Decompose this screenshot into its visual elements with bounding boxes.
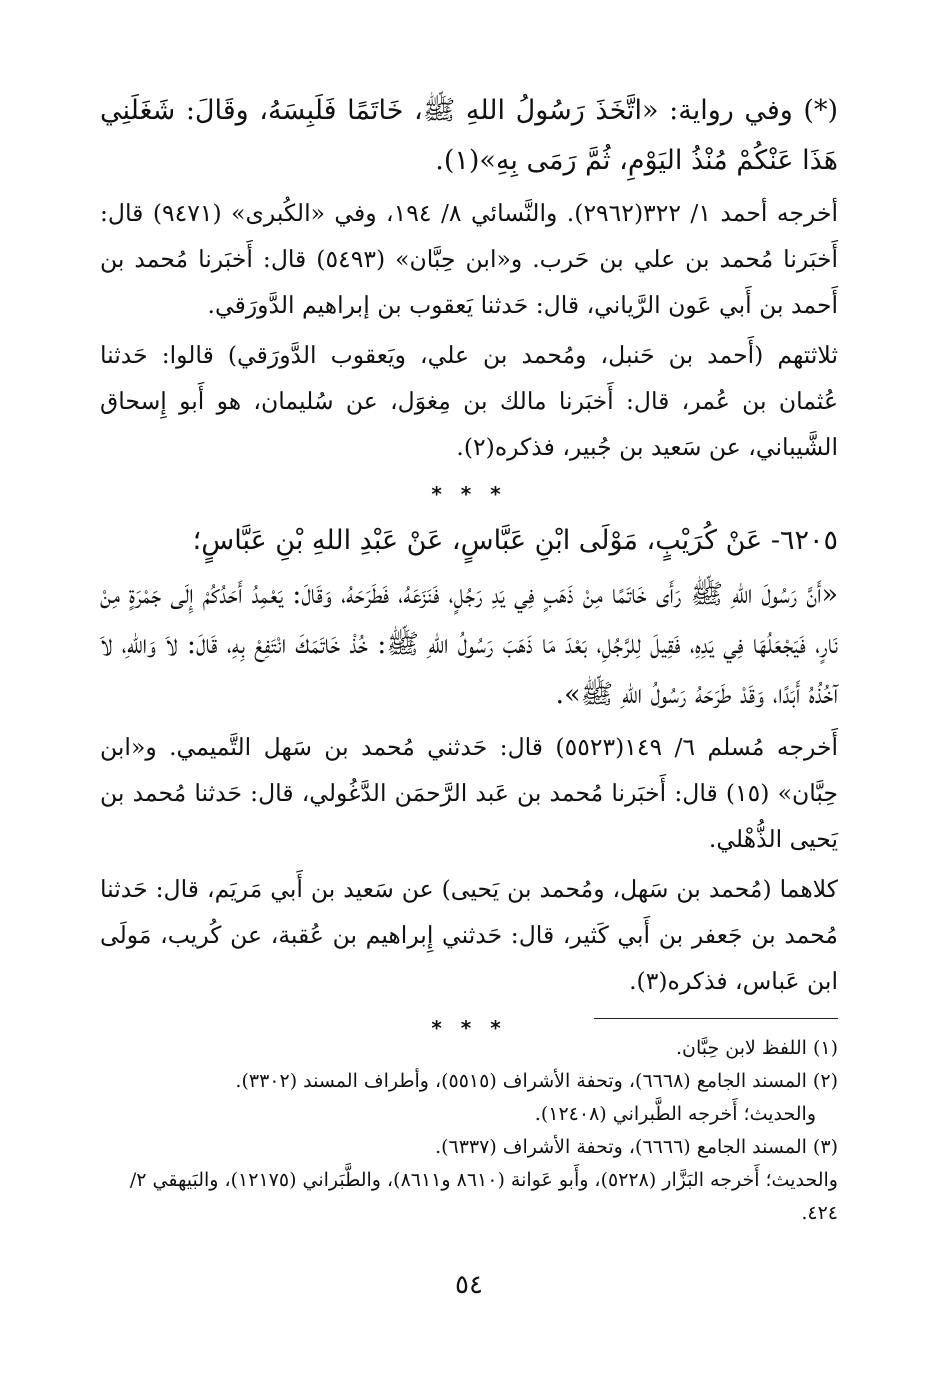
page-number: ٥٤ bbox=[455, 1270, 483, 1300]
footnotes bbox=[100, 1032, 838, 1230]
takhrij-paragraph-2: أَخرجه مُسلم ٦/ ١٤٩(٥٥٢٣) قال: حَدثني مُحمد بن سَهل التَّميمي. و«ابن حِبَّان» (١٥) قال: أَخبَرنا مُحمد بن عَبد الرَّحمَن الدَّغُولي، قال: حَدثنا مُحمد بن يَحيى الذُّهْلي. bbox=[100, 733, 839, 853]
footnote-divider bbox=[594, 1018, 838, 1019]
section-separator-1: * * * bbox=[431, 482, 507, 506]
footnote-3-continuation: والحديث؛ أَخرجه البَزَّار (٥٢٢٨)، وأَبو عَوانة (٨٦١٠ و٨٦١١)، والطَّبَراني (١٢١٧٥)، والبَيهقي ٢/ ٤٢٤. bbox=[129, 1169, 838, 1224]
isnad-paragraph-1: ثلاثتهم (أَحمد بن حَنبل، ومُحمد بن علي، ويَعقوب الدَّورَقي) قالوا: حَدثنا عُثمان بن عُمر، قال: أَخبَرنا مالك بن مِغوَل، عن سُليمان، هو أَبو إِسحاق الشَّيباني، عن سَعيد بن جُبير، فذكره(٢). bbox=[100, 341, 838, 461]
hadith-text: «أَنَّ رَسُولَ اللهِ ﷺ رَأَى خَاتَمًا مِنْ ذَهَبٍ فِي يَدِ رَجُلٍ، فَنَزَعَهُ، فَطَرَحَهُ، وَقَالَ: يَعْمِدُ أَحَدُكُمْ إِلَى جَمْرَةٍ مِنْ نَارٍ، فَيَجْعَلُهَا فِي يَدِهِ، فَقِيلَ لِلرَّجُلِ، بَعْدَ مَا ذَهَبَ رَسُولُ اللهِ ﷺ: خُذْ خَاتَمَكَ انْتَفِعْ بِهِ، قَالَ: لاَ وَاللهِ، لاَ آخُذُهُ أَبَدًا، وَقَدْ طَرَحَهُ رَسُولُ اللهِ ﷺ». bbox=[100, 579, 838, 710]
hadith-heading: ٦٢٠٥- عَنْ كُرَيْبٍ، مَوْلَى ابْنِ عَبَّاسٍ، عَنْ عَبْدِ اللهِ بْنِ عَبَّاسٍ؛ bbox=[192, 525, 838, 556]
footnote-2: (٢) المسند الجامع (٦٦٦٨)، وتحفة الأشراف (٥٥١٥)، وأطراف المسند (٣٣٠٢). bbox=[235, 1070, 838, 1092]
main-text bbox=[100, 86, 838, 1050]
footnote-3: (٣) المسند الجامع (٦٦٦٦)، وتحفة الأشراف (٦٣٣٧). bbox=[435, 1136, 838, 1158]
section-separator-2: * * * bbox=[431, 1016, 507, 1040]
riwaya-paragraph: (*) وفي رواية: «اتَّخَذَ رَسُولُ اللهِ ﷺ، خَاتَمًا فَلَبِسَهُ، وقَالَ: شَغَلَنِي هَذَا عَنْكُمْ مُنْذُ اليَوْمِ، ثُمَّ رَمَى بِهِ»(١). bbox=[100, 95, 838, 176]
takhrij-paragraph-1: أخرجه أحمد ١/ ٣٢٢(٢٩٦٢). والنَّسائي ٨/ ١٩٤، وفي «الكُبرى» (٩٤٧١) قال: أَخبَرنا مُحمد بن علي بن حَرب. و«ابن حِبَّان» (٥٤٩٣) قال: أَخبَرنا مُحمد بن أَحمد بن أَبي عَون الرَّياني، قال: حَدثنا يَعقوب بن إبراهيم الدَّورَقي. bbox=[100, 199, 838, 319]
footnote-1: (١) اللفظ لابن حِبَّان. bbox=[675, 1037, 838, 1059]
isnad-paragraph-2: كلاهما (مُحمد بن سَهل، ومُحمد بن يَحيى) عن سَعيد بن أَبي مَريَم، قال: حَدثنا مُحمد بن جَعفر بن أَبي كَثير، قال: حَدثني إِبراهيم بن عُقبة، عن كُريب، مَولَى ابن عَباس، فذكره(٣). bbox=[100, 875, 838, 995]
footnote-2-continuation: والحديث؛ أَخرجه الطَّبراني (١٢٤٠٨). bbox=[534, 1103, 816, 1125]
